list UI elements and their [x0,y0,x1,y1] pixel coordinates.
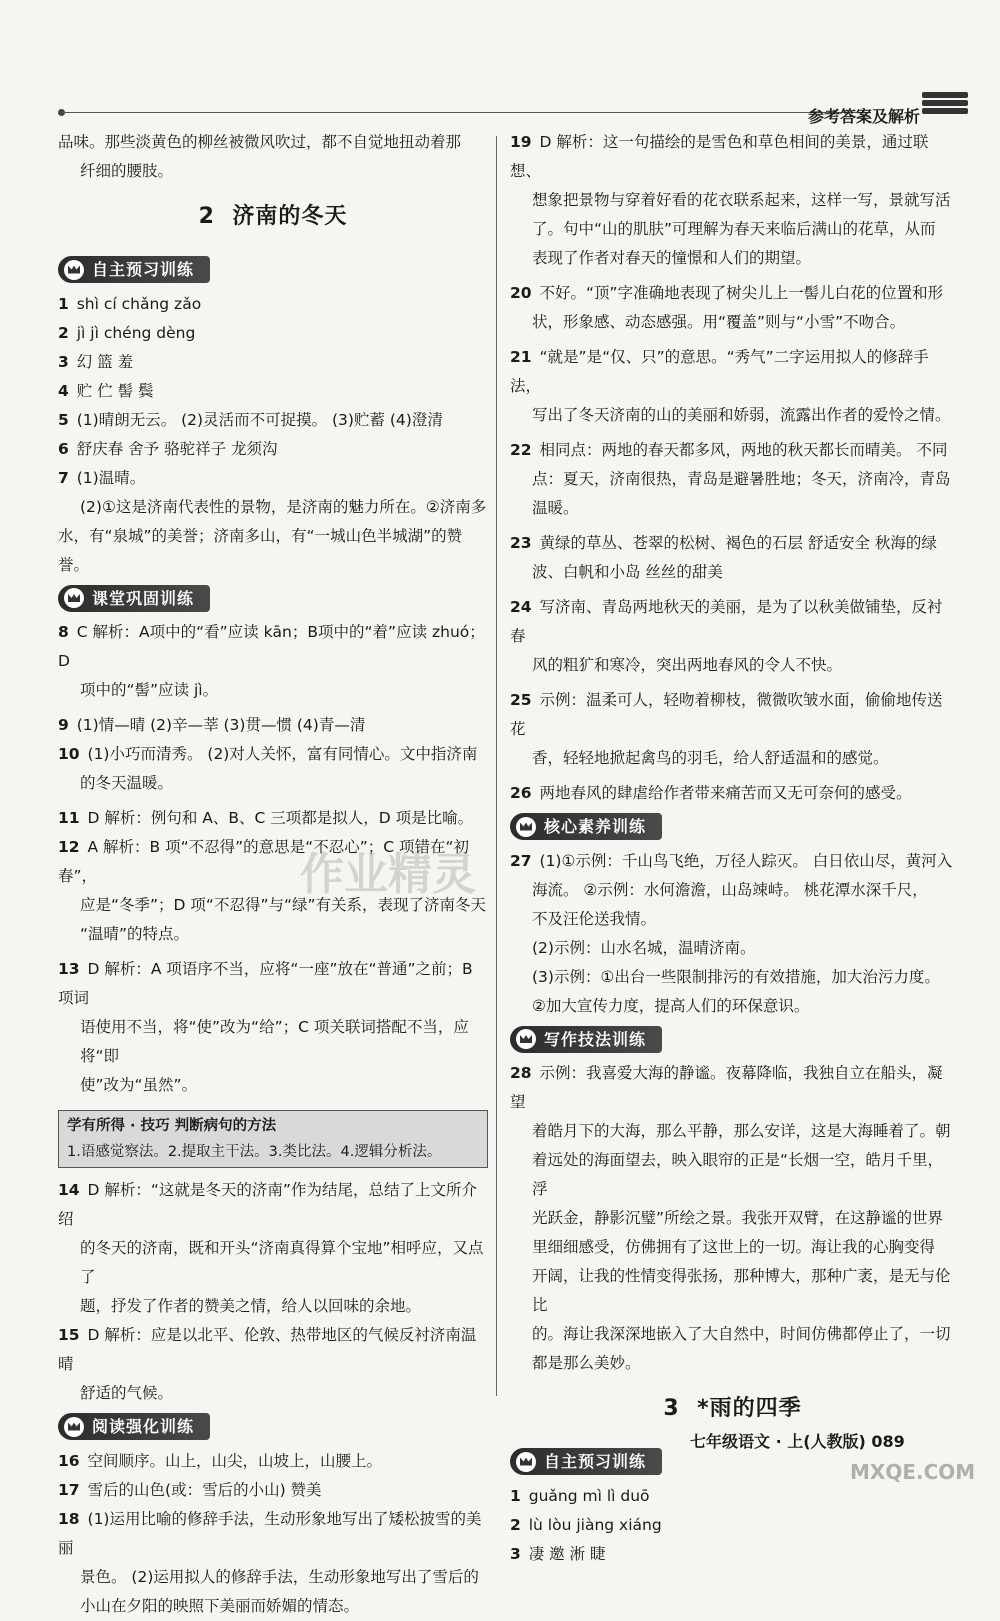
text-line: 的。海让我深深地嵌入了大自然中，时间仿佛都停止了，一切 [532,1325,951,1343]
banner-class-training: 课堂巩固训练 [58,585,210,612]
answer-line: 1 guǎng mì lì duō [510,1486,650,1505]
text-line: 应是“冬季”；D 项“不忍得”与“绿”有关系，表现了济南冬天 [80,896,487,914]
text-line: 水，有“泉城”的美誉；济南多山，有“一城山色半城湖”的赞誉。 [58,526,463,574]
watermark-corner: MXQE.COM [850,1460,976,1484]
text-line: 使”改为“虽然”。 [80,1076,198,1094]
text-line: 想象把景物与穿着好看的花衣联系起来，这样一写，景就写活 [532,191,951,209]
text-line: 的冬天温暖。 [80,774,174,792]
answer-line: 17 雪后的山色(或：雪后的小山) 赞美 [58,1480,322,1499]
text-line: 不及汪伦送我情。 [532,909,657,928]
answer-line: 19 D 解析：这一句描绘的是雪色和草色相间的美景，通过联想、 [510,133,929,180]
answer-line: 25 示例：温柔可人，轻吻着柳枝，微微吹皱水面，偷偷地传送花 [510,691,943,738]
text-line: 海流。 ②示例：水何澹澹，山岛竦峙。 桃花潭水深千尺， [532,880,928,899]
text-line: (3)示例：①出台一些限制排污的有效措施，加大治污力度。 [532,967,940,986]
text-line: 项中的“髻”应读 jì。 [80,681,219,699]
tip-box [58,1110,488,1168]
answer-line: 2 jì jì chéng dèng [58,323,196,342]
answer-line: 22 相同点：两地的春天都多风，两地的秋天都长而晴美。 不同 [510,441,948,459]
page-footer: 七年级语文 · 上(人教版) 089 [690,1432,905,1451]
tip-title: 学有所得 · 技巧 判断病句的方法 [67,1118,277,1134]
answer-line: 2 lù lòu jiàng xiáng [510,1515,662,1534]
banner-preview-training-2: 自主预习训练 [510,1448,662,1475]
answer-line: 5 (1)晴朗无云。 (2)灵活而不可捉摸。 (3)贮蓄 (4)澄清 [58,410,443,429]
crown-icon [64,1417,84,1437]
text-line: 里细细感受，仿佛拥有了这世上的一切。海让我的心胸变得 [532,1238,936,1256]
answer-line: 4 贮 伫 髻 鬓 [58,381,154,400]
banner-preview-training: 自主预习训练 [58,256,210,283]
tip-body: 1.语感觉察法。2.提取主干法。3.类比法。4.逻辑分析法。 [67,1144,442,1160]
text-line: 风的粗犷和寒冷，突出两地春风的令人不快。 [532,656,843,674]
answer-line: 6 舒庆春 舍予 骆驼祥子 龙须沟 [58,439,278,458]
header-title: 参考答案及解析 [808,107,921,126]
text-line: 开阔，让我的性情变得张扬，那种博大，那种广袤，是无与伦比 [532,1267,951,1314]
section-title: 2 济南的冬天 [198,204,348,229]
crown-icon [516,817,536,837]
answer-line: 15 D 解析：应是以北平、伦敦、热带地区的气候反衬济南温晴 [58,1326,477,1373]
banner-writing-training: 写作技法训练 [510,1026,662,1053]
answer-line: 27 (1)①示例：千山鸟飞绝，万径人踪灭。 白日依山尽，黄河入 [510,851,953,870]
text-line: 着皓月下的大海，那么平静，那么安详，这是大海睡着了。朝 [532,1122,951,1140]
text-line: 的冬天的济南，既和开头“济南真得算个宝地”相呼应，又点了 [80,1239,484,1286]
text-line: 语使用不当，将“使”改为“给”；C 项关联词搭配不当，应将“即 [80,1018,469,1065]
text-line: 温暖。 [532,499,579,517]
answer-line: 9 (1)情—晴 (2)辛—莘 (3)贯—惯 (4)青—清 [58,716,366,734]
text-line: 小山在夕阳的映照下美丽而娇媚的情态。 [80,1596,360,1615]
column-divider [496,136,497,1396]
text-line: 表现了作者对春天的憧憬和人们的期望。 [532,249,812,267]
header-rule [62,112,868,113]
text-line: 都是那么美妙。 [532,1354,641,1372]
text-line: (2)①这是济南代表性的景物，是济南的魅力所在。②济南多 [80,497,487,516]
text-line: 品味。那些淡黄色的柳丝被微风吹过，都不自觉地扭动着那 [58,133,462,151]
text-line: 题，抒发了作者的赞美之情，给人以回味的余地。 [80,1297,422,1315]
crown-icon [64,588,84,608]
answer-line: 3 幻 篮 羞 [58,352,134,371]
answer-line: 7 (1)温晴。 [58,468,146,487]
text-line: 写出了冬天济南的山的美丽和娇弱，流露出作者的爱怜之情。 [532,406,951,424]
answer-line: 10 (1)小巧而清秀。 (2)对人关怀，富有同情心。文中指济南 [58,745,478,763]
answer-line: 23 黄绿的草丛、苍翠的松树、褐色的石层 舒适安全 秋海的绿 [510,534,937,552]
books-icon [922,92,968,122]
text-line: 状，形象感、动态感强。用“覆盖”则与“小雪”不吻合。 [532,313,906,331]
answer-line: 21 “就是”是“仅、只”的意思。“秀气”二字运用拟人的修辞手法， [510,348,929,395]
answer-line: 24 写济南、青岛两地秋天的美丽，是为了以秋美做铺垫，反衬春 [510,598,943,645]
right-column [510,128,955,1569]
answer-line: 20 不好。“顶”字准确地表现了树尖儿上一髻儿白花的位置和形 [510,284,944,302]
answer-line: 18 (1)运用比喻的修辞手法，生动形象地写出了矮松披雪的美丽 [58,1509,482,1557]
crown-icon [64,260,84,280]
text-line: 了。句中“山的肌肤”可理解为春天来临后满山的花草，从而 [532,220,936,238]
banner-core-training: 核心素养训练 [510,813,662,840]
text-line: 纤细的腰肢。 [80,162,174,180]
answer-line: 3 凄 邀 淅 睫 [510,1544,606,1563]
text-line: 光跃金，静影沉璧”所绘之景。我张开双臂，在这静谧的世界 [532,1209,944,1227]
answer-line: 12 A 解析：B 项“不忍得”的意思是“不忍心”；C 项错在“初春”， [58,838,470,885]
text-line: 点：夏天，济南很热，青岛是避暑胜地；冬天，济南冷，青岛 [532,470,951,488]
text-line: “温晴”的特点。 [80,925,190,943]
answer-line: 1 shì cí chǎng zǎo [58,294,202,313]
answer-line: 13 D 解析：A 项语序不当，应将“一座”放在“普通”之前；B 项词 [58,960,473,1007]
answer-line: 11 D 解析：例句和 A、B、C 三项都是拟人，D 项是比喻。 [58,809,474,827]
crown-icon [516,1029,536,1049]
text-line: 波、白帆和小岛 丝丝的甜美 [532,563,723,581]
text-line: 香，轻轻地掀起禽鸟的羽毛，给人舒适温和的感觉。 [532,749,889,767]
text-line: 舒适的气候。 [80,1384,174,1402]
text-line: ②加大宣传力度，提高人们的环保意识。 [532,996,810,1015]
banner-reading-training: 阅读强化训练 [58,1413,210,1440]
watermark-center: 作业精灵 [300,849,476,900]
answer-line: 14 D 解析：“这就是冬天的济南”作为结尾，总结了上文所介绍 [58,1181,477,1228]
crown-icon [516,1452,536,1472]
answer-line: 16 空间顺序。山上，山尖，山坡上，山腰上。 [58,1451,383,1470]
text-line: 着远处的海面望去，映入眼帘的正是“长烟一空，皓月千里，浮 [532,1151,944,1198]
answer-line: 8 C 解析：A项中的“看”应读 kān；B项中的“着”应读 zhuó；D [58,623,485,670]
section-title: 3 *雨的四季 [663,1396,802,1421]
text-line: (2)示例：山水名城，温晴济南。 [532,938,756,957]
text-line: 景色。 (2)运用拟人的修辞手法，生动形象地写出了雪后的 [80,1567,479,1586]
answer-line: 26 两地春风的肆虐给作者带来痛苦而又无可奈何的感受。 [510,784,912,802]
answer-line: 28 示例：我喜爱大海的静谧。夜幕降临，我独自立在船头，凝望 [510,1064,943,1111]
